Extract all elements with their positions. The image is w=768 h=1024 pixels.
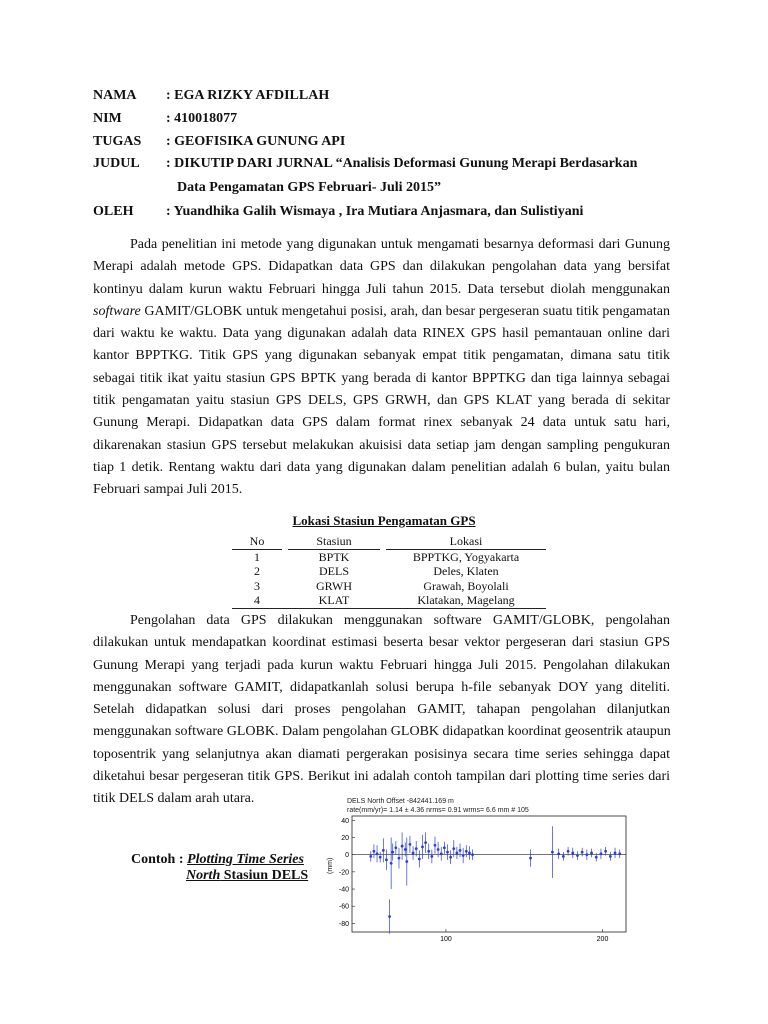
data-point xyxy=(421,846,424,849)
table-cell: BPTK xyxy=(318,549,350,564)
header-value: Data Pengamatan GPS Februari- Juli 2015” xyxy=(177,180,442,195)
data-point xyxy=(529,857,532,860)
italic-word: software xyxy=(93,303,141,319)
table-header-lokasi: Lokasi xyxy=(386,534,546,549)
table-cell: GRWH xyxy=(316,578,352,593)
data-point xyxy=(468,852,471,855)
x-tick-label: 100 xyxy=(440,936,452,943)
data-point xyxy=(437,848,440,851)
table-row xyxy=(232,564,546,579)
data-point xyxy=(551,851,554,854)
data-point xyxy=(405,860,408,863)
paragraph-line: sebagai titik ikat yaitu stasiun GPS BPTK yang berada di kantor BPPTKG dan tiga lainnya sebagai xyxy=(93,370,670,386)
data-point xyxy=(471,853,474,856)
header-label: NAMA xyxy=(93,88,137,103)
data-point xyxy=(446,851,449,854)
data-point xyxy=(369,855,372,858)
table-cell: 2 xyxy=(254,564,260,578)
header-label: OLEH xyxy=(93,204,134,219)
data-point xyxy=(385,858,388,861)
paragraph-line: Setelah didapatkan solusi dari proses pengolahan GAMIT, tahapan pengolahan dilanjutkan xyxy=(93,702,670,718)
y-tick-label: -20 xyxy=(338,869,349,877)
data-point xyxy=(465,850,468,853)
y-tick-label: 0 xyxy=(345,852,349,860)
data-point xyxy=(571,852,574,855)
caption-prefix: Contoh : xyxy=(131,852,188,867)
data-point xyxy=(415,847,418,850)
plot-subtitle: rate(mm/yr)= 1.14 ± 4.36 nrms= 0.91 wrms= 6.6 mm # 105 xyxy=(347,807,529,814)
table-title: Lokasi Stasiun Pengamatan GPS xyxy=(292,513,476,528)
data-point xyxy=(418,858,421,861)
data-point xyxy=(443,846,446,849)
table-cell: Klatakan, Magelang xyxy=(386,593,546,608)
paragraph-line: menggunakan software GAMIT, didapatkanlah solusi berupa h-file sebanyak DOY yang diteliti. xyxy=(93,679,670,695)
paragraph-line: titik DELS dalam arah utara. xyxy=(93,791,255,807)
data-point xyxy=(430,855,433,858)
table-cell: 4 xyxy=(232,593,282,608)
table-cell: Deles, Klaten xyxy=(433,564,499,578)
data-point xyxy=(557,852,560,855)
paragraph-line xyxy=(93,301,670,323)
data-point xyxy=(404,848,407,851)
table-header-stasiun: Stasiun xyxy=(288,534,380,549)
paragraph-line: dilakukan untuk mendapatkan koordinat estimasi beserta besar vektor pergeseran dari stasiun GPS xyxy=(93,635,670,651)
caption-north: North xyxy=(186,868,221,883)
paragraph-line: Pengolahan data GPS dilakukan menggunakan software GAMIT/GLOBK, pengolahan xyxy=(130,613,670,628)
stations-table xyxy=(232,534,546,609)
paragraph-line: Februari sampai Juli 2015. xyxy=(93,482,243,498)
header-value: : EGA RIZKY AFDILLAH xyxy=(166,88,330,103)
data-point xyxy=(576,854,579,857)
table-cell: 1 xyxy=(254,549,260,564)
data-point xyxy=(388,915,391,918)
data-point xyxy=(609,855,612,858)
paragraph-line: titik pengamatan yaitu stasiun GPS DELS, GPS GRWH, dan GPS KLAT yang berada di sekitar xyxy=(93,393,670,409)
data-point xyxy=(600,852,603,855)
data-point xyxy=(456,852,459,855)
data-point xyxy=(379,856,382,859)
header-value: : GEOFISIKA GUNUNG API xyxy=(166,134,346,149)
table-cell: BPPTKG, Yogyakarta xyxy=(412,549,520,564)
data-point xyxy=(427,850,430,853)
data-point xyxy=(390,862,393,865)
paragraph-line: toposentrik yang selanjutnya akan diamati pergerakan posisinya secara time series sehingga dapat xyxy=(93,746,670,762)
data-point xyxy=(562,855,565,858)
time-series-plot xyxy=(322,796,630,944)
paragraph-processing xyxy=(93,610,670,811)
y-tick-label: 20 xyxy=(341,834,349,842)
data-point xyxy=(409,843,412,846)
paragraph-line: Pada penelitian ini metode yang digunakan untuk mengamati besarnya deformasi dari Gunung xyxy=(130,237,670,252)
paragraph-line: Gunung Merapi. Didapatkan data GPS dalam format rinex sebanyak 24 data untuk satu hari, xyxy=(93,415,670,431)
data-point xyxy=(567,850,570,853)
data-point xyxy=(614,852,617,855)
data-point xyxy=(434,844,437,847)
paragraph-line: Merapi adalah metode GPS. Didapatkan data GPS dan dilakukan pengolahan data yang bersifat xyxy=(93,259,670,275)
plot-frame xyxy=(352,816,626,932)
data-point xyxy=(595,856,598,859)
plot-ylabel: (mm) xyxy=(327,857,334,874)
y-tick-label: -80 xyxy=(338,920,349,928)
table-row xyxy=(232,579,546,594)
caption-italic: Plotting Time Series xyxy=(187,852,304,867)
data-point xyxy=(604,850,607,853)
data-point xyxy=(459,849,462,852)
header-value: : Yuandhika Galih Wismaya , Ira Mutiara Anjasmara, dan Sulistiyani xyxy=(166,204,584,219)
table-cell: Grawah, Boyolali xyxy=(423,578,509,593)
paragraph-line: diketahui besar pergeseran titik GPS. Berikut ini adalah contoh tampilan dari plotting time series dari xyxy=(93,769,670,785)
data-point xyxy=(585,853,588,856)
data-point xyxy=(373,850,376,853)
data-point xyxy=(394,846,397,849)
table-row xyxy=(232,593,546,608)
data-point xyxy=(401,845,404,848)
data-point xyxy=(618,852,621,855)
data-point xyxy=(424,841,427,844)
figure-caption-line2 xyxy=(186,868,308,884)
paragraph-line: kontinyu dalam kurun waktu Februari hingga Juli tahun 2015. Data tersebut diolah menggunakan xyxy=(93,281,670,297)
header-value: : 410018077 xyxy=(166,111,238,126)
data-point xyxy=(452,847,455,850)
header-value: : DIKUTIP DARI JURNAL “Analisis Deformasi Gunung Merapi Berdasarkan xyxy=(166,156,638,171)
table-header-no: No xyxy=(232,534,282,549)
data-point xyxy=(449,856,452,859)
header-label: JUDUL xyxy=(93,156,140,171)
data-point xyxy=(440,852,443,855)
data-point xyxy=(382,849,385,852)
table-cell: KLAT xyxy=(288,593,380,608)
data-point xyxy=(398,857,401,860)
figure-caption xyxy=(131,852,304,868)
x-tick-label: 200 xyxy=(596,936,609,943)
data-point xyxy=(590,852,593,855)
header-label: NIM xyxy=(93,111,122,126)
y-tick-label: -40 xyxy=(338,886,349,894)
table-row xyxy=(232,549,546,564)
x-axis-ticks xyxy=(440,929,608,943)
paragraph-line: dikarenakan stasiun GPS tersebut melakukan akuisisi data setiap jam dengan sampling pengukuran xyxy=(93,437,670,453)
header-label: TUGAS xyxy=(93,134,142,149)
data-point xyxy=(376,852,379,855)
plot-title: DELS North Offset -842441.169 m xyxy=(347,798,454,805)
data-point xyxy=(462,854,465,857)
paragraph-intro xyxy=(93,234,670,502)
paragraph-line-text: GAMIT/GLOBK untuk mengetahui posisi, arah, dan besar pergeseran suatu titik pengamatan xyxy=(144,303,670,319)
data-point xyxy=(412,852,415,855)
data-point xyxy=(581,851,584,854)
y-tick-label: 40 xyxy=(341,817,349,825)
paragraph-line: tiap 1 detik. Rentang waktu dari data yang digunakan dalam penelitian adalah 6 bulan, yaitu bulan xyxy=(93,459,670,475)
table-cell: 3 xyxy=(254,578,260,593)
table-header-row xyxy=(232,534,546,549)
paragraph-line: menggunakan software GLOBK. Dalam pengolahan GLOBK didapatkan koordinat geosentrik ataupun xyxy=(93,724,671,740)
paragraph-line: Gunung Merapi yang terjadi pada kurun waktu Februari hingga Juli 2015. Pengolahan dilakukan xyxy=(93,657,670,673)
y-tick-label: -60 xyxy=(338,903,349,911)
paragraph-line: dari waktu ke waktu. Data yang digunakan adalah data RINEX GPS hasil pemantauan online dari xyxy=(93,326,670,342)
data-point xyxy=(391,851,394,854)
paragraph-line: kantor BPPTKG. Titik GPS yang digunakan sebanyak empat titik pengamatan, dimana satu titik xyxy=(93,348,670,364)
table-cell: DELS xyxy=(319,564,349,578)
y-axis-ticks xyxy=(339,818,355,928)
data-points xyxy=(369,826,621,933)
caption-station: Stasiun DELS xyxy=(220,868,309,883)
